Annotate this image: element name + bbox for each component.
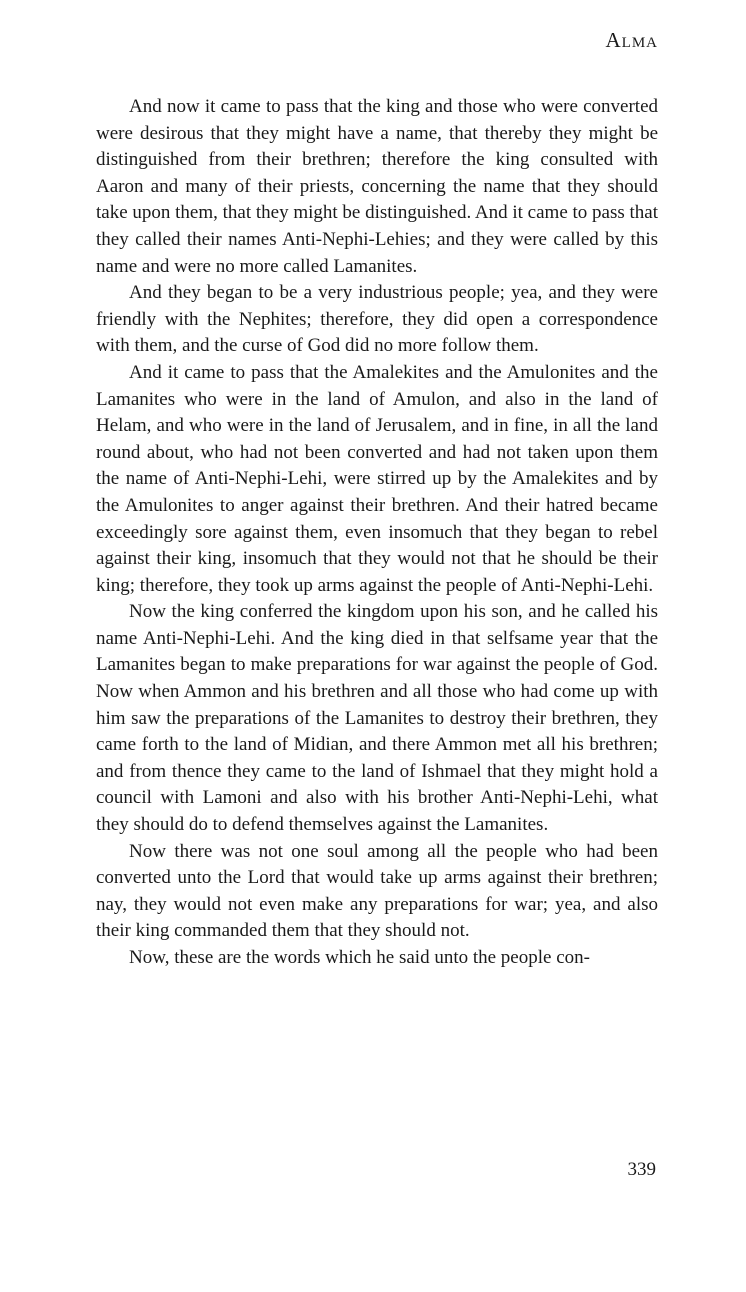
- paragraph-1: And now it came to pass that the king and those who were converted were desirous that they might have a name, that thereby they might be distinguished from their brethren; therefore the king consulted with Aaron and many of their priests, concerning the name that they should take upon them, that they might be distinguished. And it came to pass that they called their names Anti-Nephi-Lehies; and they were called by this name and were no more called Lamanites.: [96, 96, 658, 277]
- paragraph-5: Now there was not one soul among all the people who had been converted unto the Lord that would take up arms against their brethren; nay, they would not even make any preparations for war; yea, and also their king commanded them that they should not.: [96, 840, 658, 942]
- running-head: Alma: [605, 28, 658, 52]
- paragraph-2: And they began to be a very industrious people; yea, and they were friendly with the Nephites; therefore, they did open a correspondence with them, and the curse of God did no more follow them.: [96, 282, 658, 357]
- paragraph-4: Now the king conferred the kingdom upon his son, and he called his name Anti-Nephi-Lehi. And the king died in that selfsame year that the Lamanites began to make preparations for war against the people of God. Now when Ammon and his brethren and all those who had come up with him saw the preparations of the Lamanites to destroy their brethren, they came forth to the land of Midian, and there Ammon met all his brethren; and from thence they came to the land of Ishmael that they might hold a council with Lamoni and also with his brother Anti-Nephi-Lehi, what they should do to defend themselves against the Lamanites.: [96, 601, 658, 836]
- page-number: 339: [627, 1159, 656, 1180]
- paragraph-6: Now, these are the words which he said unto the people con-: [129, 947, 590, 968]
- body-text: [96, 94, 658, 972]
- paragraph-3: And it came to pass that the Amalekites and the Amulonites and the Lamanites who were in the land of Amulon, and also in the land of Helam, and who were in the land of Jerusalem, and in fine, in all the land round about, who had not been converted and had not taken upon them the name of Anti-Nephi-Lehi, were stirred up by the Amalekites and by the Amulonites to anger against their brethren. And their hatred became exceedingly sore against them, even insomuch that they began to rebel against their king, insomuch that they would not that he should be their king; therefore, they took up arms against the people of Anti-Nephi-Lehi.: [96, 361, 658, 596]
